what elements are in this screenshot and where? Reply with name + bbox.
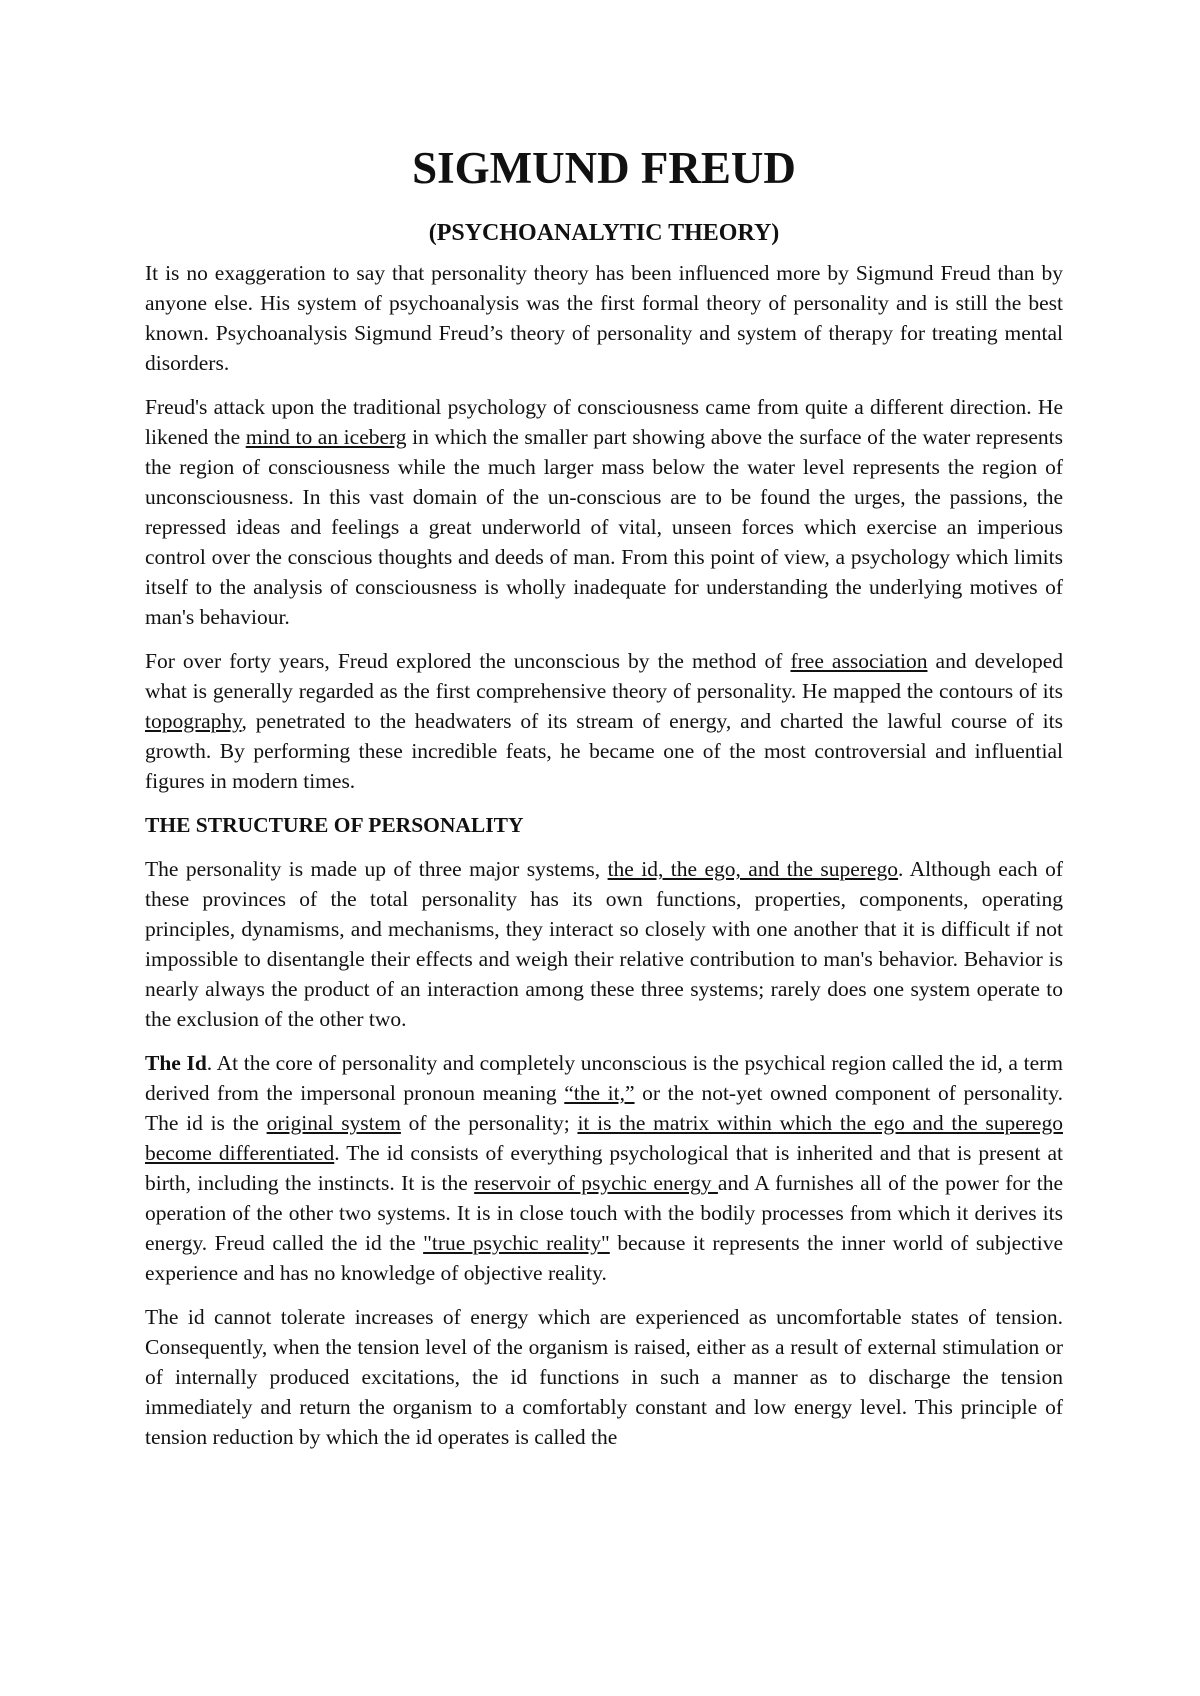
underlined-phrase: "true psychic reality" (423, 1231, 610, 1255)
paragraph-text: . Although each of these provinces of the total personality has its own functions, properties, components, operating principles, dynamisms, and mechanisms, they interact so closely with one another that it is difficult if not impossible to disentangle their effects and weigh their relative contribution to man's behavior. Behavior is nearly always the product of an interaction among these three systems; rarely does one system operate to the exclusion of the other two. (145, 857, 1063, 1031)
underlined-phrase: the id, the ego, and the superego (607, 857, 899, 881)
underlined-phrase: it is the matrix within which the ego and the superego become differentiated (145, 1111, 1063, 1165)
paragraph-text: The personality is made up of three major systems, (145, 857, 608, 881)
paragraph-text: and developed what is generally regarded as the first comprehensive theory of personality. He mapped the contours of its (145, 649, 1064, 703)
paragraph-text: of the personality; (400, 1111, 578, 1135)
paragraph-text: For over forty years, Freud explored the unconscious by the method of (145, 649, 791, 673)
paragraph-id (145, 1048, 1063, 1288)
paragraph-text: It is no exaggeration to say that personality theory has been influenced more by Sigmund Freud than by anyone else. His system of psychoanalysis was the first formal theory of personality and is still the best known. Psychoanalysis Sigmund Freud’s theory of personality and system of therapy for treating mental disorders. (145, 261, 1063, 375)
paragraph-free-association (145, 646, 1063, 796)
paragraph-iceberg (145, 392, 1063, 632)
underlined-phrase: mind to an iceberg (245, 425, 407, 449)
underlined-phrase: reservoir of psychic energy (474, 1171, 718, 1195)
section-heading: THE STRUCTURE OF PERSONALITY (145, 813, 524, 837)
paragraph-text: because it represents the inner world of subjective experience and has no knowledge of objective reality. (145, 1231, 1063, 1285)
paragraph-intro (145, 258, 1063, 378)
paragraph-text: and A furnishes all of the power for the operation of the other two systems. It is in close touch with the bodily processes from which it derives its energy. Freud called the id the (145, 1171, 1063, 1255)
paragraph-text: in which the smaller part showing above the surface of the water represents the region of consciousness while the much larger mass below the water level represents the region of unconsciousness. In this vast domain of the un-conscious are to be found the urges, the passions, the repressed ideas and feelings a great underworld of vital, unseen forces which exercise an imperious control over the conscious thoughts and deeds of man. From this point of view, a psychology which limits itself to the analysis of consciousness is wholly inadequate for understanding the underlying motives of man's behaviour. (145, 425, 1063, 629)
paragraph-text: . The id consists of everything psychological that is inherited and that is present at birth, including the instincts. It is the (145, 1141, 1063, 1195)
document-title: SIGMUND FREUD (412, 143, 796, 193)
paragraph-text: . At the core of personality and completely unconscious is the psychical region called the id, a term derived from the impersonal pronoun meaning (145, 1051, 1063, 1105)
paragraph-text: or the not-yet owned component of personality. The id is the (145, 1081, 1063, 1135)
paragraph-text: Freud's attack upon the traditional psychology of consciousness came from quite a different direction. He likened the (145, 395, 1063, 449)
document-subtitle: (PSYCHOANALYTIC THEORY) (428, 220, 780, 246)
underlined-phrase: free association (790, 649, 928, 673)
paragraph-text: The id cannot tolerate increases of energy which are experienced as uncomfortable states of tension. Consequently, when the tension level of the organism is raised, either as a result of external stimulation or of internally produced excitations, the id functions in such a manner as to discharge the tension immediately and return the organism to a comfortably constant and low energy level. This principle of tension reduction by which the id operates is called the (145, 1305, 1063, 1449)
document-page (145, 138, 1063, 1466)
paragraph-structure (145, 854, 1063, 1034)
paragraph-lead: The Id (145, 1051, 207, 1075)
underlined-phrase: “the it,” (564, 1081, 635, 1105)
paragraph-text: , penetrated to the headwaters of its stream of energy, and charted the lawful course of its growth. By performing these incredible feats, he became one of the most controversial and influential figures in modern times. (145, 709, 1063, 793)
paragraph-tension (145, 1302, 1063, 1452)
underlined-phrase: original system (266, 1111, 401, 1135)
underlined-phrase: topography (145, 709, 242, 733)
